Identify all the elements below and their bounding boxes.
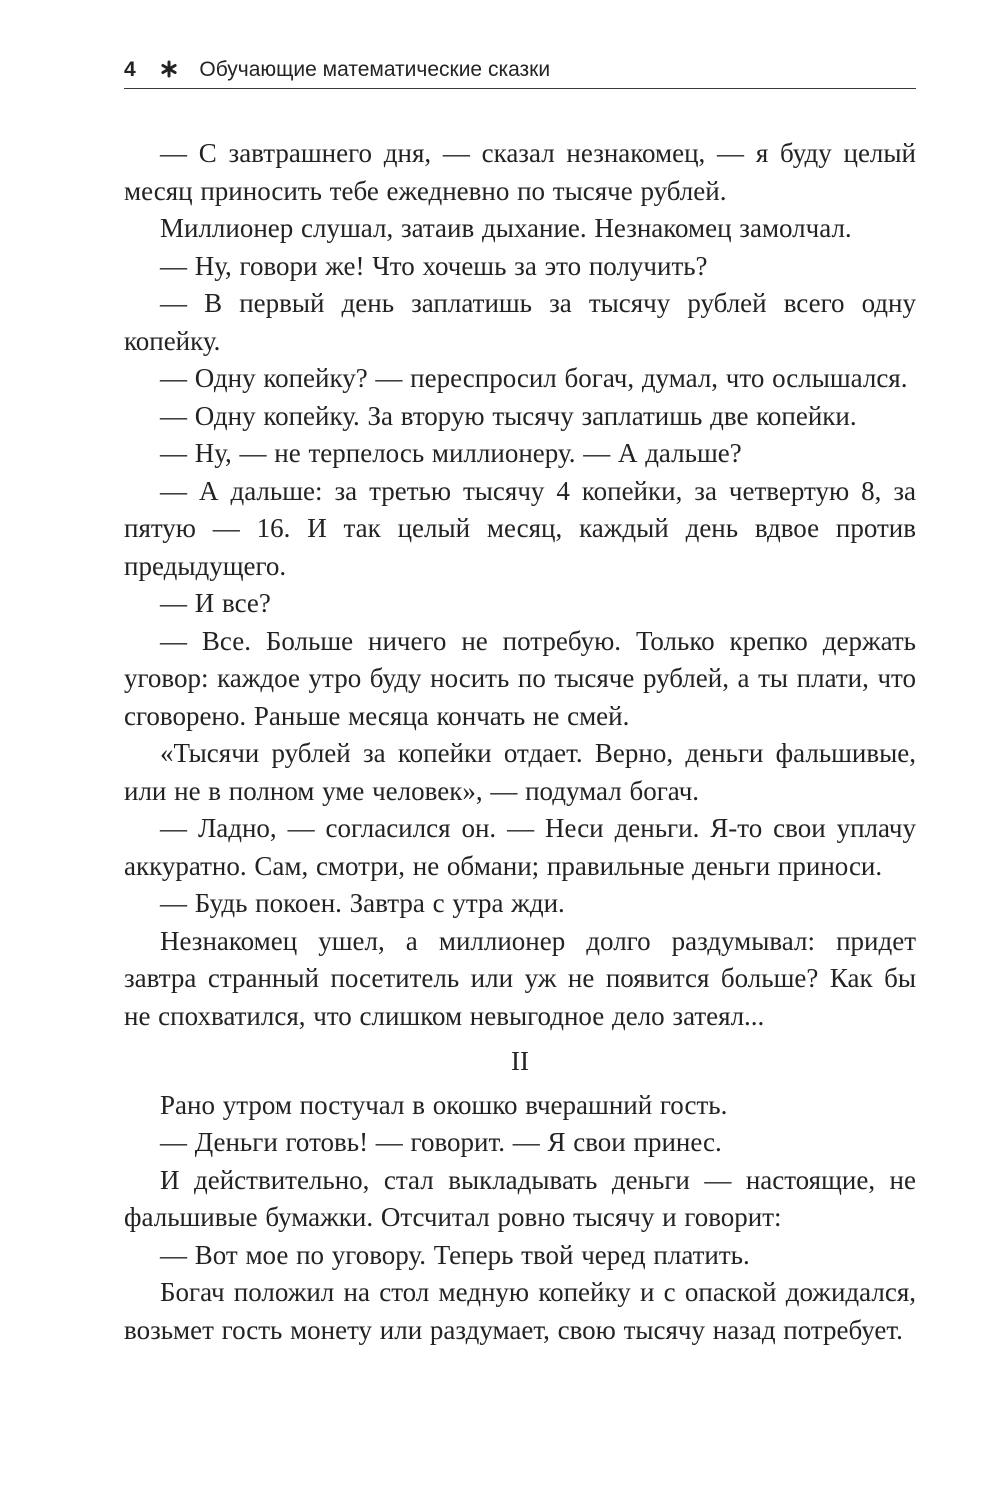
paragraph: — Деньги готовь! — говорит. — Я свои принес. bbox=[160, 1127, 722, 1157]
paragraph: — Ну, говори же! Что хочешь за это получить? bbox=[160, 250, 708, 281]
paragraph: — Ну, — не терпелось миллионеру. — А дальше? bbox=[160, 438, 742, 468]
paragraph: — Одну копейку. За вторую тысячу заплатишь две копейки. bbox=[160, 400, 857, 431]
running-head-title: Обучающие математические сказки bbox=[199, 58, 551, 81]
paragraph: «Тысячи рублей за копейки отдает. Верно, деньги фальшивые, или не в полном уме человек», — подумал богач. bbox=[124, 738, 916, 806]
paragraph: Богач положил на стол медную копейку и с опаской дожидался, возьмет гость монету или раздумает, свою тысячу назад потребует. bbox=[124, 1277, 916, 1345]
paragraph: — С завтрашнего дня, — сказал незнакомец, — я буду целый месяц приносить тебе ежедневно по тысяче рублей. bbox=[124, 138, 916, 206]
paragraph: — В первый день заплатишь за тысячу рублей всего одну копейку. bbox=[124, 288, 916, 356]
asterisk-icon bbox=[160, 60, 178, 78]
paragraph: — Все. Больше ничего не потребую. Только крепко держать уговор: каждое утро буду носить по тысяче рублей, а ты плати, что сговорено. Раньше месяца кончать не смей. bbox=[124, 625, 916, 731]
section-number: II bbox=[511, 1046, 529, 1076]
paragraph: — Будь покоен. Завтра с утра жди. bbox=[160, 888, 565, 918]
page-number: 4 bbox=[124, 58, 136, 81]
paragraph: Миллионер слушал, затаив дыхание. Незнакомец замолчал. bbox=[160, 213, 852, 243]
paragraph: — А дальше: за третью тысячу 4 копейки, за четвертую 8, за пятую — 16. И так целый месяц, каждый день вдвое против предыдущего. bbox=[124, 475, 916, 581]
page-text bbox=[124, 135, 916, 1349]
paragraph: — Вот мое по уговору. Теперь твой черед платить. bbox=[160, 1239, 750, 1270]
paragraph: Рано утром постучал в окошко вчерашний гость. bbox=[160, 1089, 728, 1120]
paragraph: Незнакомец ушел, а миллионер долго раздумывал: придет завтра странный посетитель или уж не появится больше? Как бы не спохватился, что слишком невыгодное дело затеял... bbox=[124, 925, 916, 1031]
paragraph: И действительно, стал выкладывать деньги — настоящие, не фальшивые бумажки. Отсчитал ровно тысячу и говорит: bbox=[124, 1164, 916, 1232]
running-head bbox=[124, 52, 916, 89]
paragraph: — И все? bbox=[160, 588, 271, 618]
paragraph: — Одну копейку? — переспросил богач, думал, что ослышался. bbox=[160, 363, 908, 393]
paragraph: — Ладно, — согласился он. — Неси деньги. Я-то свои уплачу аккуратно. Сам, смотри, не обмани; правильные деньги приноси. bbox=[124, 813, 916, 881]
